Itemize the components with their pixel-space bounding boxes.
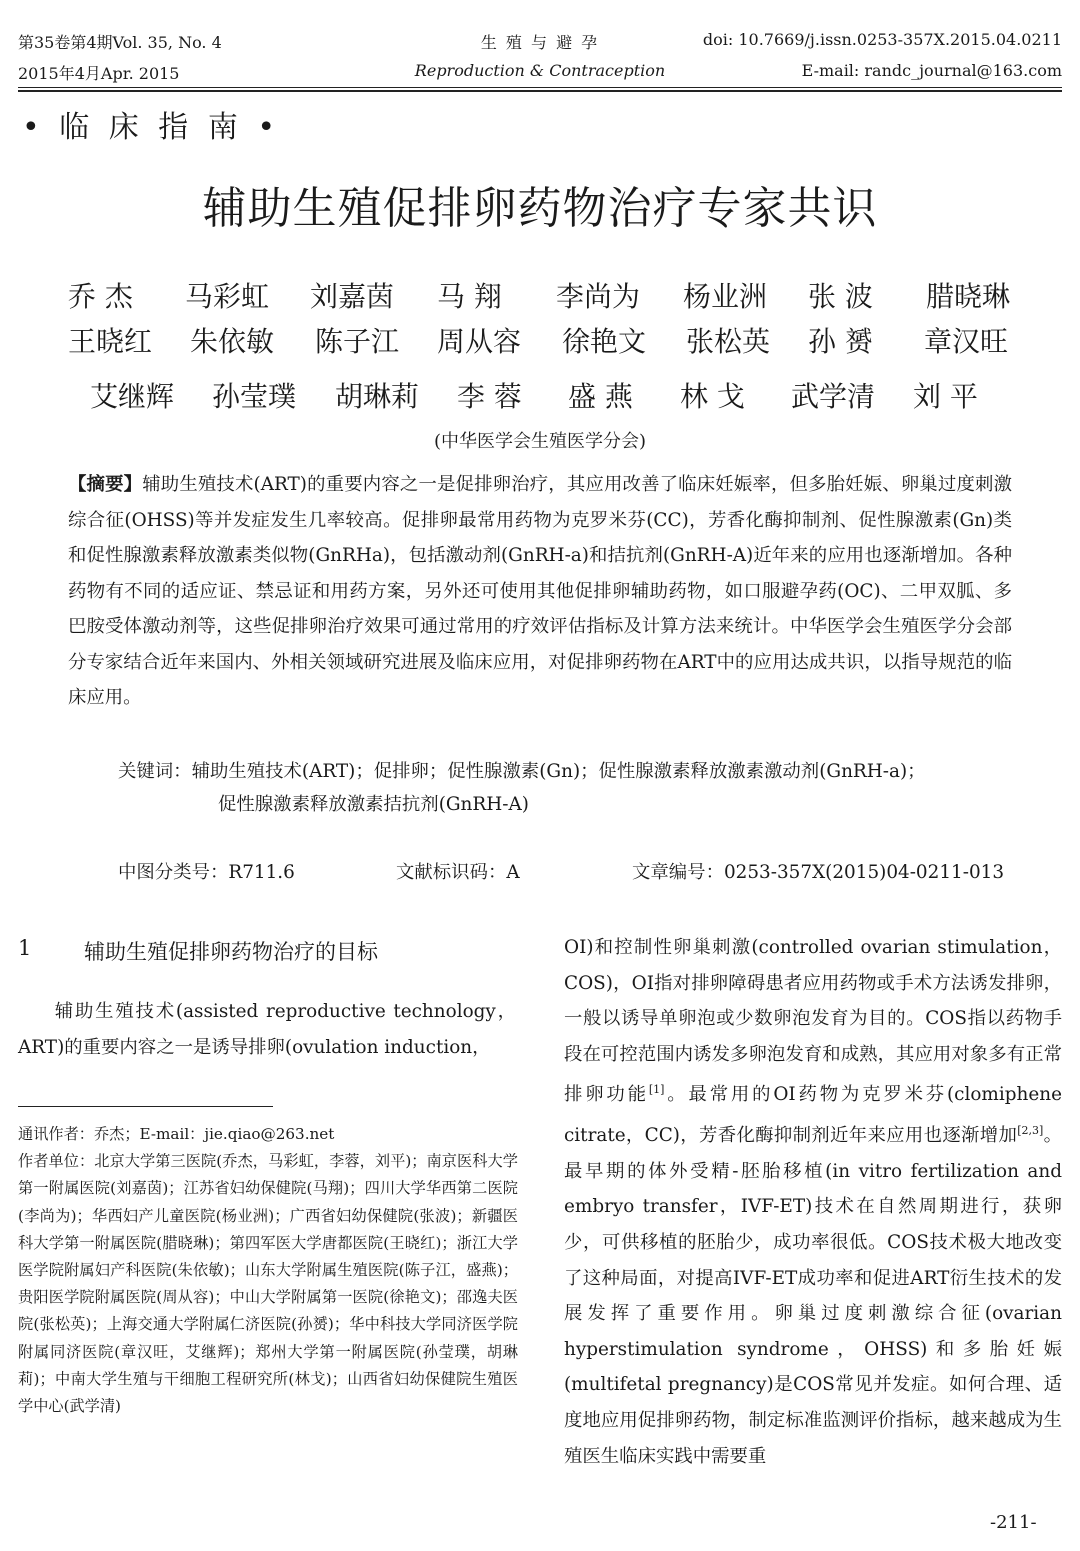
author-name: 张 波 — [808, 280, 873, 313]
author-name: 盛 燕 — [568, 380, 633, 413]
right-column — [564, 930, 1062, 1474]
author-name: 孙莹璞 — [212, 380, 297, 413]
author-name: 艾继辉 — [90, 380, 175, 413]
author-name: 李尚为 — [556, 280, 641, 313]
author-name: 孙 赟 — [808, 325, 873, 358]
author-name: 马 翔 — [437, 280, 502, 313]
body-text-c: 。最早期的体外受精-胚胎移植(in vitro fertilization and embryo transfer，IVF-ET)技术在自然周期进行，获卵少，可供移植的胚胎少，成功率很低。COS技术极大地改变了这种局面，对提高IVF-ET成功率和促进ART衍生技术的发展发挥了重要作用。卵巢过度刺激综合征(ovarian hyperstimulation syndrome，OHSS)和多胎妊娠(multifetal pregnancy)是COS常见并发症。如何合理、适度地应用促排卵药物，制定标准监测评价指标，越来越成为生殖医生临床实践中需要重 — [564, 1125, 1062, 1467]
author-name: 徐艳文 — [562, 325, 647, 358]
author-units: 作者单位：北京大学第三医院(乔杰，马彩虹，李蓉，刘平)；南京医科大学第一附属医院(刘嘉茵)；江苏省妇幼保健院(马翔)；四川大学华西第二医院(李尚为)；华西妇产儿童医院(杨业洲)；广西省妇幼保健院(张波)；新疆医科大学第一附属医院(腊晓琳)；第四军医大学唐都医院(王晓红)；浙江大学医学院附属妇产科医院(朱依敏)；山东大学附属生殖医院(陈子江，盛燕)；贵阳医学院附属医院(周从容)；中山大学附属第一医院(徐艳文)；邵逸夫医院(张松英)；上海交通大学附属仁济医院(孙赟)；华中科技大学同济医学院附属同济医院(章汉旺，艾继辉)；郑州大学第一附属医院(孙莹璞，胡琳莉)；中南大学生殖与干细胞工程研究所(林戈)；山西省妇幼保健院生殖医学中心(武学清) — [18, 1152, 518, 1416]
journal-name-en: Reproduction & Contraception — [414, 61, 666, 80]
body-paragraph: 辅助生殖技术(assisted reproductive technology，ART)的重要内容之一是诱导排卵(ovulation induction， — [18, 1001, 516, 1058]
author-name: 马彩虹 — [185, 280, 270, 313]
author-name: 武学清 — [791, 380, 876, 413]
author-name: 张松英 — [686, 325, 771, 358]
body-text-b: 。最常用的OI药物为克罗米芬(clomiphene citrate，CC)，芳香化酶抑制剂近年来应用也逐渐增加 — [564, 1084, 1062, 1147]
author-name: 王晓红 — [68, 325, 153, 358]
keywords-line-2: 促性腺激素释放激素拮抗剂(GnRH-A) — [218, 794, 529, 815]
section-number: 1 — [18, 936, 32, 960]
header-rule-thin — [18, 87, 1062, 88]
author-name: 刘嘉茵 — [310, 280, 395, 313]
doi[interactable]: doi: 10.7669/j.issn.0253-357X.2015.04.0211 — [702, 30, 1062, 49]
abstract-label: 【摘要】 — [68, 474, 143, 495]
author-name: 林 戈 — [680, 380, 745, 413]
affiliation: (中华医学会生殖医学分会) — [433, 431, 647, 452]
author-name: 胡琳莉 — [335, 380, 420, 413]
volume-info: 第35卷第4期Vol. 35, No. 4 — [18, 33, 222, 52]
keywords-line-1: 关键词：辅助生殖技术(ART)；促排卵；促性腺激素(Gn)；促性腺激素释放激素激动剂(GnRH-a)； — [118, 761, 926, 782]
journal-name-cn: 生 殖 与 避 孕 — [480, 33, 600, 52]
section-heading: 辅助生殖促排卵药物治疗的目标 — [84, 940, 378, 964]
body-paragraph-right — [564, 930, 1062, 1474]
author-name: 刘 平 — [913, 380, 978, 413]
author-name: 朱依敏 — [190, 325, 275, 358]
abstract — [68, 467, 1012, 716]
correspondence: 通讯作者：乔杰；E-mail：jie.qiao@263.net — [18, 1125, 335, 1143]
author-name: 乔 杰 — [68, 280, 133, 313]
citation-2-3[interactable]: [2,3] — [1017, 1124, 1044, 1138]
left-column — [18, 994, 516, 1065]
body-text-a: OI)和控制性卵巢刺激(controlled ovarian stimulation，COS)，OI指对排卵障碍患者应用药物或手术方法诱发排卵，一般以诱导单卵泡或少数卵泡发育为目的。COS指以药物手段在可控范围内诱发多卵泡发育和成熟，其应用对象多有正常排卵功能 — [564, 937, 1062, 1106]
page-title: 辅助生殖促排卵药物治疗专家共识 — [202, 183, 878, 234]
abstract-text: 辅助生殖技术(ART)的重要内容之一是促排卵治疗，其应用改善了临床妊娠率，但多胎妊娠、卵巢过度刺激综合征(OHSS)等并发症发生几率较高。促排卵最常用药物为克罗米芬(CC)，芳香化酶抑制剂、促性腺激素(Gn)类和促性腺激素释放激素类似物(GnRHa)，包括激动剂(GnRH-a)和拮抗剂(GnRH-A)近年来的应用也逐渐增加。各种药物有不同的适应证、禁忌证和用药方案，另外还可使用其他促排卵辅助药物，如口服避孕药(OC)、二甲双胍、多巴胺受体激动剂等，这些促排卵治疗效果可通过常用的疗效评估指标及计算方法来统计。中华医学会生殖医学分会部分专家结合近年来国内、外相关领域研究进展及临床应用，对促排卵药物在ART中的应用达成共识，以指导规范的临床应用。 — [68, 474, 1012, 708]
issue-date: 2015年4月Apr. 2015 — [18, 64, 180, 83]
journal-email[interactable]: E-mail: randc_journal@163.com — [801, 61, 1062, 80]
footnote-rule — [18, 1106, 273, 1107]
author-name: 章汉旺 — [924, 325, 1009, 358]
header-rule-thick — [18, 90, 1062, 92]
page-number: -211- — [990, 1512, 1037, 1533]
author-name: 杨业洲 — [683, 280, 768, 313]
author-name: 腊晓琳 — [926, 280, 1011, 313]
section-tag: • 临 床 指 南 • — [22, 110, 281, 145]
clc-number: 中图分类号：R711.6 — [118, 862, 295, 883]
author-name: 周从容 — [437, 325, 522, 358]
author-name: 李 蓉 — [457, 380, 522, 413]
article-number: 文章编号：0253-357X(2015)04-0211-013 — [632, 862, 1005, 883]
author-name: 陈子江 — [315, 325, 400, 358]
document-code: 文献标识码：A — [396, 862, 520, 883]
keywords — [118, 755, 1038, 821]
citation-1[interactable]: [1] — [648, 1083, 665, 1097]
footnote — [18, 1121, 518, 1420]
